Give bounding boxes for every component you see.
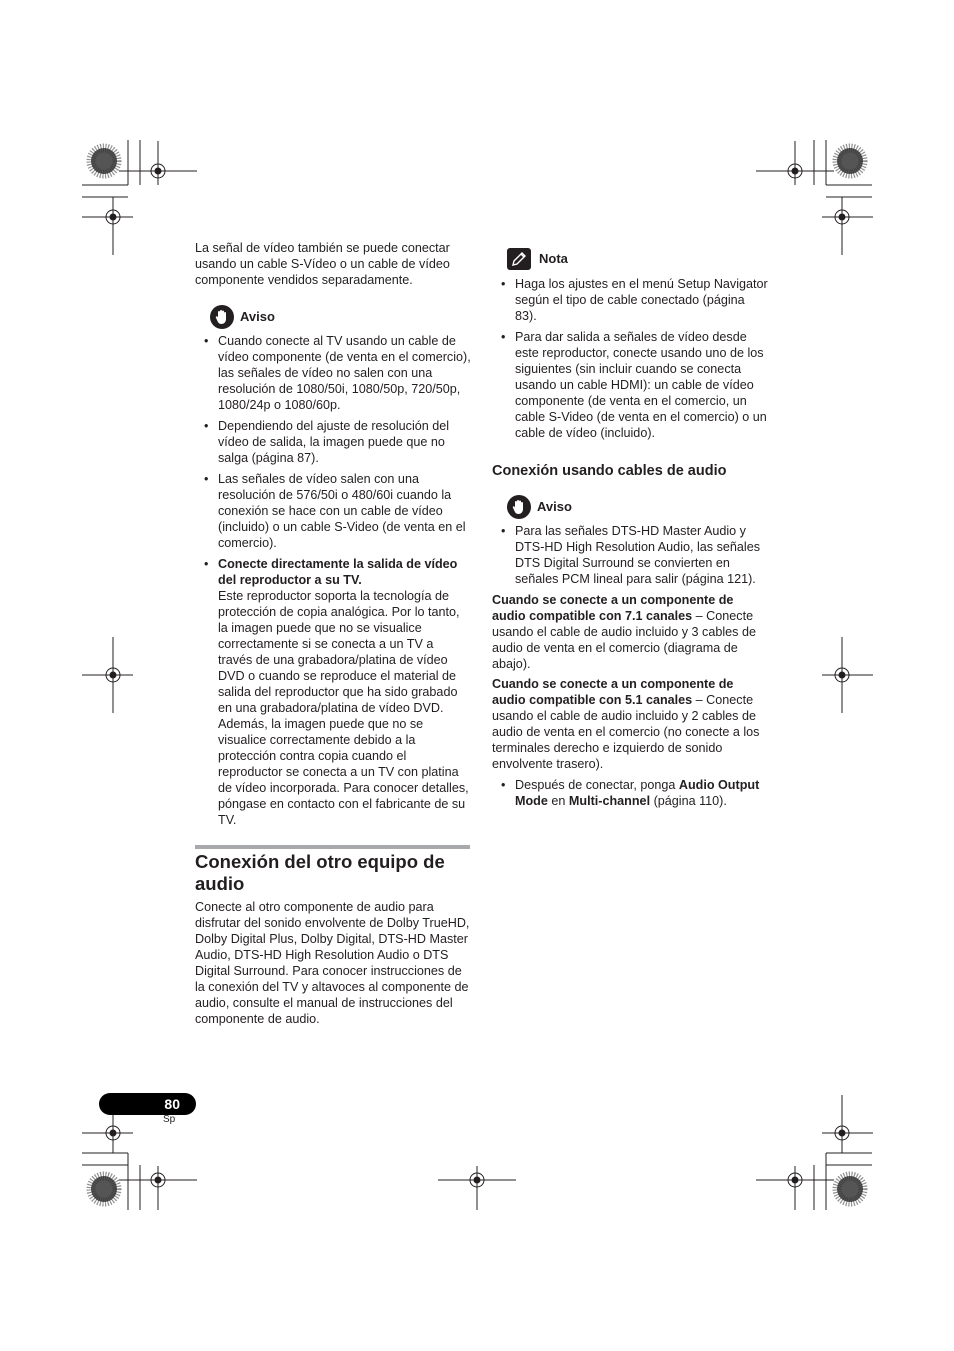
nota-title: Nota — [539, 251, 568, 266]
paragraph-text: – Conecte usando el cable de audio incluido y 2 cables de audio de venta en el comercio (no conecte a los terminales derecho e izquierdo de sonido envolvente trasero). — [492, 693, 760, 771]
aviso-list — [492, 523, 768, 587]
aviso-heading — [507, 495, 768, 519]
text: en — [547, 794, 569, 808]
setting-value: Multi-channel — [568, 794, 651, 808]
section-paragraph: Conecte al otro componente de audio para disfrutar del sonido envolvente de Dolby TrueHD, Dolby Digital Plus, Dolby Digital, DTS-HD Master Audio, DTS-HD High Resolution Audio o DTS Digital Surround. Para conocer instrucciones de la conexión del TV y altavoces al componente de audio, consulte el manual de instrucciones del componente de audio. — [195, 900, 470, 1026]
list-item-text: Este reproductor soporta la tecnología de protección de copia analógica. Por lo tanto, la imagen puede que no se visualice correctamente si se conecta a un TV a través de una grabadora/platina de vídeo DVD o cuando se reproduce el material de salida del reproductor que ha sido grabado en una grabadora/platina de vídeo DVD. Además, la imagen puede que no se visualice correctamente debido a la protección contra copia cuando el reproductor se conecta a un TV con platina de vídeo incorporada. Para conocer detalles, póngase en contacto con el fabricante de su TV. — [218, 589, 469, 827]
list-item: • Para dar salida a señales de vídeo desde este reproductor, conecte usando uno de los siguientes (sin incluir cuando se conecta usando un cable HDMI): un cable de vídeo componente (de venta en el comercio, un cable S-Video (de venta en el comercio) o un cable de vídeo (incluido). — [492, 329, 768, 441]
nota-heading — [507, 248, 768, 270]
final-list — [492, 777, 768, 809]
text: (página 110). — [650, 794, 727, 808]
list-item — [195, 556, 471, 828]
setting-name: Audio Output Mode — [515, 778, 760, 808]
list-item: • Las señales de vídeo salen con una resolución de 576/50i o 480/60i cuando la conexión se hace con un cable de vídeo (incluido) o un cable S-Video (de venta en el comercio). — [195, 471, 471, 551]
aviso-title: Aviso — [537, 499, 572, 514]
right-column — [492, 248, 768, 814]
list-item — [492, 777, 768, 809]
paragraph-7-1-channels — [492, 592, 768, 672]
text: Después de conectar, ponga — [515, 778, 679, 792]
paragraph-bold: Cuando se conecte a un componente de audio compatible con 5.1 canales — [492, 677, 734, 707]
aviso-title: Aviso — [240, 309, 275, 324]
intro-paragraph: La señal de vídeo también se puede conectar usando un cable S-Vídeo o un cable de vídeo componente vendidos separadamente. — [195, 241, 450, 287]
list-item: • Dependiendo del ajuste de resolución del vídeo de salida, la imagen puede que no salga (página 87). — [195, 418, 471, 466]
hand-stop-icon — [210, 305, 234, 329]
paragraph-5-1-channels — [492, 676, 768, 772]
hand-stop-icon — [507, 495, 531, 519]
aviso-heading — [210, 305, 471, 329]
nota-list — [492, 276, 768, 441]
list-item: • Cuando conecte al TV usando un cable de vídeo componente (de venta en el comercio), las señales de vídeo no salen con una resolución de 1080/50i, 1080/50p, 720/50p, 1080/24p o 1080/60p. — [195, 333, 471, 413]
paragraph-bold: Cuando se conecte a un componente de audio compatible con 7.1 canales — [492, 593, 734, 623]
list-item: • Haga los ajustes en el menú Setup Navigator según el tipo de cable conectado (página 83). — [492, 276, 768, 324]
left-column — [195, 240, 471, 1027]
section-title: Conexión del otro equipo de audio — [195, 845, 470, 895]
language-code: Sp — [163, 1114, 176, 1125]
aviso-list — [195, 333, 471, 828]
list-item-bold: Conecte directamente la salida de vídeo del reproductor a su TV. — [218, 557, 458, 587]
pencil-note-icon — [507, 248, 531, 270]
paragraph-text: – Conecte usando el cable de audio incluido y 3 cables de audio de venta en el comercio (diagrama de abajo). — [492, 609, 756, 671]
subsection-title: Conexión usando cables de audio — [492, 463, 727, 479]
page-number-badge: 80 — [99, 1093, 196, 1115]
list-item: • Para las señales DTS-HD Master Audio y DTS-HD High Resolution Audio, las señales DTS Digital Surround se convierten en señales PCM lineal para salir (página 121). — [492, 523, 768, 587]
